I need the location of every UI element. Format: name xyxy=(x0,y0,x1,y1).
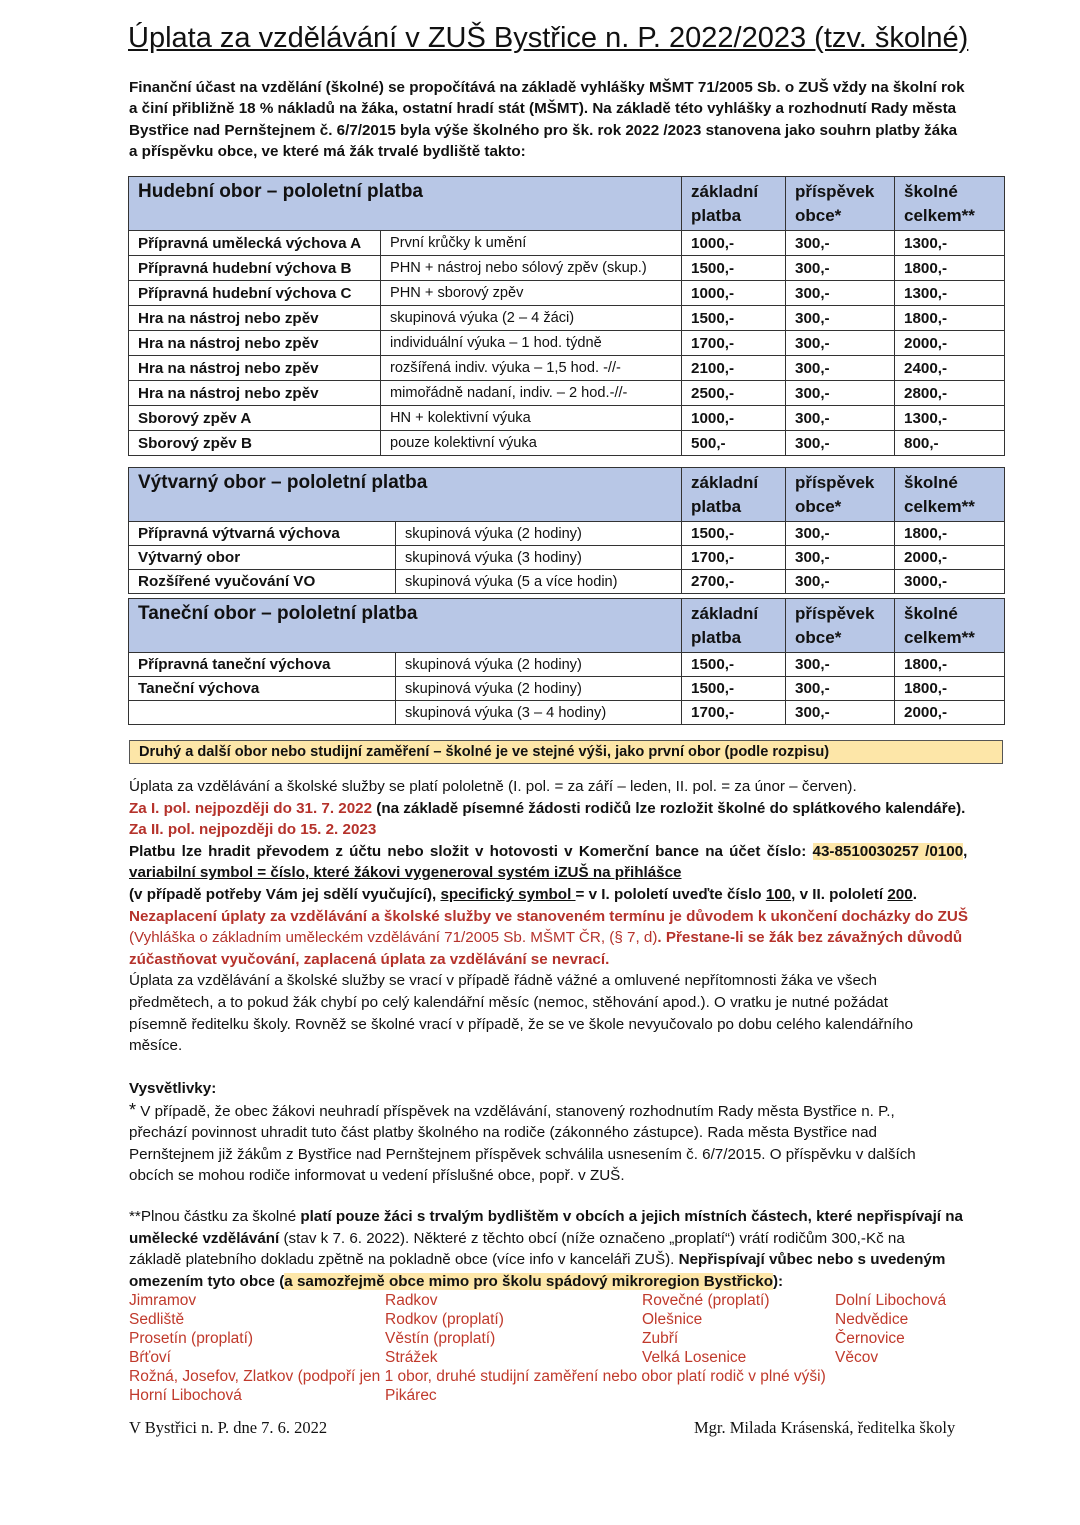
town-list xyxy=(129,1291,1019,1411)
intro-line: a příspěvku obce, ve které má žák trvalé bydliště takto: xyxy=(129,143,526,161)
town-name: Sedliště xyxy=(129,1311,185,1328)
specific-symbol-second: 200 xyxy=(887,885,913,903)
deadline-first-note: (na základě písemné žádosti rodičů lze rozložit školné do splátkového kalendáře). xyxy=(372,799,966,817)
row-total: 3000,- xyxy=(895,570,1005,594)
row-description: pouze kolektivní výuka xyxy=(381,431,682,456)
explanation-star-line: V případě, že obec žákovi neuhradí příspěvek na vzdělávání, stanovený rozhodnutím Rady města Bystřice n. P., xyxy=(136,1102,895,1120)
row-name: Hra na nástroj nebo zpěv xyxy=(129,381,381,406)
row-contribution: 300,- xyxy=(786,306,895,331)
dstar-text-2: (stav k 7. 6. 2022). Některé z těchto obcí (níže označeno „proplatí“) vrátí rodičům 300,-Kč na xyxy=(279,1229,905,1247)
intro-line: a činí přibližně 18 % nákladů na žáka, ostatní hradí stát (MŠMT). Na základě této vyhlášky a rozhodnutí Rady města xyxy=(129,100,957,118)
payment-period-text: Úplata za vzdělávání a školské služby se platí pololetně (I. pol. = za září – leden, II. pol. = za únor – červen). xyxy=(129,778,857,795)
row-description: individuální výuka – 1 hod. týdně xyxy=(381,331,682,356)
town-name: Olešnice xyxy=(642,1311,703,1328)
dance-fee-table xyxy=(128,598,1005,725)
town-name: Rodkov (proplatí) xyxy=(385,1311,504,1328)
town-column xyxy=(642,1291,770,1367)
town-column xyxy=(385,1291,504,1367)
row-contribution: 300,- xyxy=(786,356,895,381)
section-title: Taneční obor – pololetní platba xyxy=(129,599,682,653)
row-description: skupinová výuka (2 hodiny) xyxy=(396,653,682,677)
col-header-contribution: příspěvek obce* xyxy=(786,177,895,231)
row-total: 1800,- xyxy=(895,653,1005,677)
row-contribution: 300,- xyxy=(786,431,895,456)
row-basic-fee: 1500,- xyxy=(682,522,786,546)
explanations-heading: Vysvětlivky: xyxy=(129,1080,217,1097)
table-row xyxy=(129,281,1005,306)
row-basic-fee: 1000,- xyxy=(682,281,786,306)
col-header-basic: základní platba xyxy=(682,468,786,522)
asterisk-mark: * xyxy=(129,1099,137,1120)
town-name: Pikárec xyxy=(385,1387,437,1404)
row-contribution: 300,- xyxy=(786,653,895,677)
row-contribution: 300,- xyxy=(786,701,895,725)
row-total: 2800,- xyxy=(895,381,1005,406)
dstar-text: **Plnou částku za školné xyxy=(129,1208,301,1225)
dstar-bold: platí pouze žáci s trvalým bydlištěm v obcích a jejich místních částech, které nepřispívají na xyxy=(300,1208,963,1225)
row-contribution: 300,- xyxy=(786,256,895,281)
row-basic-fee: 2100,- xyxy=(682,356,786,381)
nonpayment-warning: Nezaplacení úplaty za vzdělávání a školské služby ve stanoveném termínu je důvodem k ukončení docházky do ZUŠ xyxy=(129,907,968,925)
row-basic-fee: 1700,- xyxy=(682,546,786,570)
town-name: Dolní Libochová xyxy=(835,1292,947,1309)
row-basic-fee: 1000,- xyxy=(682,406,786,431)
specific-symbol-end: . xyxy=(912,885,917,903)
row-name: Přípravná výtvarná výchova xyxy=(129,522,396,546)
col-header-basic: základní platba xyxy=(682,177,786,231)
music-fee-table xyxy=(128,176,1005,456)
row-total: 2000,- xyxy=(895,331,1005,356)
col-header-contribution: příspěvek obce* xyxy=(786,599,895,653)
row-total: 1800,- xyxy=(895,677,1005,701)
row-name: Hra na nástroj nebo zpěv xyxy=(129,356,381,381)
table-header-row xyxy=(129,468,1005,522)
row-total: 800,- xyxy=(895,431,1005,456)
row-total: 1300,- xyxy=(895,281,1005,306)
row-description: PHN + nástroj nebo sólový zpěv (skup.) xyxy=(381,256,682,281)
dstar-bold-3: Nepřispívají vůbec nebo s uvedeným xyxy=(678,1251,946,1269)
row-description: skupinová výuka (2 hodiny) xyxy=(396,677,682,701)
section-title: Hudební obor – pololetní platba xyxy=(129,177,682,231)
row-contribution: 300,- xyxy=(786,406,895,431)
row-total: 2400,- xyxy=(895,356,1005,381)
deadline-second-half: Za II. pol. nejpozději do 15. 2. 2023 xyxy=(129,821,377,839)
row-description: skupinová výuka (2 – 4 žáci) xyxy=(381,306,682,331)
table-row xyxy=(129,331,1005,356)
row-contribution: 300,- xyxy=(786,522,895,546)
row-name: Přípravná hudební výchova C xyxy=(129,281,381,306)
row-total: 1800,- xyxy=(895,306,1005,331)
table-row xyxy=(129,653,1005,677)
table-row xyxy=(129,701,1005,725)
town-name: Strážek xyxy=(385,1349,438,1366)
refund-line: písemně ředitelku školy. Rovněž se školné vrací v případě, že se ve škole nevyučovalo po dobu celého kalendářního xyxy=(129,1015,914,1033)
town-column xyxy=(129,1291,253,1367)
town-name: Rovečné (proplatí) xyxy=(642,1292,770,1309)
row-name: Rozšířené vyučování VO xyxy=(129,570,396,594)
table-row xyxy=(129,381,1005,406)
row-basic-fee: 1500,- xyxy=(682,677,786,701)
town-name: Velká Losenice xyxy=(642,1349,747,1366)
row-contribution: 300,- xyxy=(786,281,895,306)
specific-symbol-label: specifický symbol xyxy=(440,885,576,903)
row-name: Přípravná taneční výchova xyxy=(129,653,396,677)
row-contribution: 300,- xyxy=(786,381,895,406)
refund-line: předmětech, a to pokud žák chybí po celý kalendářní měsíc (nemoc, stěhování apod.). O vratku je nutné požádat xyxy=(129,993,888,1011)
town-column xyxy=(835,1291,946,1367)
row-description: skupinová výuka (3 – 4 hodiny) xyxy=(396,701,682,725)
account-text: Platbu lze hradit převodem z účtu nebo složit v hotovosti v Komerční bance na účet číslo: xyxy=(129,842,813,860)
row-name: Výtvarný obor xyxy=(129,546,396,570)
explanation-star-line: obcích se mohou rodiče informovat u vedení příslušné obce, popř. v ZUŠ. xyxy=(129,1167,625,1185)
town-name: Černovice xyxy=(835,1330,905,1347)
table-header-row xyxy=(129,177,1005,231)
table-row xyxy=(129,546,1005,570)
row-basic-fee: 1500,- xyxy=(682,256,786,281)
town-name: Věstín (proplatí) xyxy=(385,1330,496,1347)
town-name: Radkov xyxy=(385,1292,438,1309)
explanations-section xyxy=(129,1078,1019,1187)
row-description: PHN + sborový zpěv xyxy=(381,281,682,306)
row-description: rozšířená indiv. výuka – 1,5 hod. -//- xyxy=(381,356,682,381)
town-name: Horní Libochová xyxy=(129,1387,242,1404)
footer-place-date: V Bystřici n. P. dne 7. 6. 2022 xyxy=(129,1418,328,1437)
town-name: Prosetín (proplatí) xyxy=(129,1330,254,1347)
variable-symbol-text: variabilní symbol = číslo, které žákovi vygeneroval systém iZUŠ na přihlášce xyxy=(129,864,682,882)
specific-symbol-first: 100 xyxy=(765,885,792,903)
dstar-text-3: základě platebního dokladu zpětně na pokladně obce (více info v kanceláři ZUŠ). xyxy=(129,1251,679,1269)
row-name: Hra na nástroj nebo zpěv xyxy=(129,331,381,356)
town-name: Zubří xyxy=(642,1330,679,1347)
explanation-star-line: Pernštejnem již žákům z Bystřice nad Pernštejnem příspěvek schválila usnesením č. 6/7/2015. O příspěvku v dalších xyxy=(129,1145,916,1163)
row-name: Přípravná umělecká výchova A xyxy=(129,231,381,256)
row-basic-fee: 2500,- xyxy=(682,381,786,406)
dstar-highlight: a samozřejmě obce mimo pro školu spádový mikroregion Bystřicko xyxy=(284,1272,773,1290)
art-fee-table xyxy=(128,467,1005,594)
row-basic-fee: 500,- xyxy=(682,431,786,456)
account-number: 43-8510030257 /0100 xyxy=(812,842,964,860)
row-basic-fee: 1700,- xyxy=(682,701,786,725)
payment-section xyxy=(129,776,1019,1057)
dstar-bold-2: umělecké vzdělávání xyxy=(129,1229,280,1247)
section-title: Výtvarný obor – pololetní platba xyxy=(129,468,682,522)
table-row xyxy=(129,677,1005,701)
col-header-basic: základní platba xyxy=(682,599,786,653)
row-contribution: 300,- xyxy=(786,677,895,701)
row-description: mimořádně nadaní, indiv. – 2 hod.-//- xyxy=(381,381,682,406)
row-total: 2000,- xyxy=(895,546,1005,570)
specific-symbol-text2: , v II. pololetí xyxy=(791,885,888,903)
row-total: 1800,- xyxy=(895,522,1005,546)
town-name-long: Rožná, Josefov, Zlatkov (podpoří jen 1 obor, druhé studijní zaměření nebo obor platí rodič v plné výši) xyxy=(129,1368,826,1385)
table-row xyxy=(129,306,1005,331)
nonpayment-warning-3: zúčastňovat vyučování, zaplacená úplata za vzdělávání se nevrací. xyxy=(129,950,610,968)
row-basic-fee: 1700,- xyxy=(682,331,786,356)
row-contribution: 300,- xyxy=(786,546,895,570)
row-contribution: 300,- xyxy=(786,570,895,594)
nonpayment-warning-2: . Přestane-li se žák bez závažných důvodů xyxy=(657,929,963,947)
table-header-row xyxy=(129,599,1005,653)
col-header-total: školné celkem** xyxy=(895,177,1005,231)
row-name xyxy=(129,701,396,725)
town-name: Jimramov xyxy=(129,1292,197,1309)
col-header-total: školné celkem** xyxy=(895,468,1005,522)
intro-line: Bystřice nad Pernštejnem č. 6/7/2015 byla výše školného pro šk. rok 2022 /2023 stanovena jako souhrn platby žáka xyxy=(129,121,958,139)
row-description: První krůčky k umění xyxy=(381,231,682,256)
row-description: skupinová výuka (2 hodiny) xyxy=(396,522,682,546)
row-description: skupinová výuka (5 a více hodin) xyxy=(396,570,682,594)
row-name: Taneční výchova xyxy=(129,677,396,701)
row-total: 1300,- xyxy=(895,406,1005,431)
account-end: , xyxy=(963,842,968,860)
specific-symbol-text: = v I. pololetí uveďte číslo xyxy=(575,885,766,903)
table-row xyxy=(129,256,1005,281)
col-header-contribution: příspěvek obce* xyxy=(786,468,895,522)
table-row xyxy=(129,231,1005,256)
deadline-first-half: Za I. pol. nejpozději do 31. 7. 2022 xyxy=(129,799,373,817)
row-basic-fee: 1000,- xyxy=(682,231,786,256)
town-name: Nedvědice xyxy=(835,1311,909,1328)
row-name: Přípravná hudební výchova B xyxy=(129,256,381,281)
dstar-end: ): xyxy=(772,1272,784,1290)
row-description: skupinová výuka (3 hodiny) xyxy=(396,546,682,570)
nonpayment-reference: (Vyhláška o základním uměleckém vzdělávání 71/2005 Sb. MŠMT ČR, (§ 7, d) xyxy=(129,929,658,947)
refund-line: Úplata za vzdělávání a školské služby se vrací v případě řádně vážné a omluvené nepřítomnosti žáka ve všech xyxy=(129,972,877,990)
footer-signature: Mgr. Milada Krásenská, ředitelka školy xyxy=(694,1418,956,1437)
row-name: Sborový zpěv B xyxy=(129,431,381,456)
explanation-star-line: přechází povinnost uhradit tuto část platby školného na rodiče (zákonného zástupce). Rada města Bystřice nad xyxy=(129,1124,877,1142)
row-contribution: 300,- xyxy=(786,331,895,356)
dstar-bold-4: omezením tyto obce ( xyxy=(129,1272,285,1290)
explanations-double-star xyxy=(129,1206,1019,1292)
row-basic-fee: 2700,- xyxy=(682,570,786,594)
row-basic-fee: 1500,- xyxy=(682,306,786,331)
table-row xyxy=(129,431,1005,456)
refund-line: měsíce. xyxy=(129,1037,183,1055)
col-header-total: školné celkem** xyxy=(895,599,1005,653)
row-basic-fee: 1500,- xyxy=(682,653,786,677)
row-total: 1800,- xyxy=(895,256,1005,281)
row-description: HN + kolektivní výuka xyxy=(381,406,682,431)
row-name: Hra na nástroj nebo zpěv xyxy=(129,306,381,331)
second-subject-note: Druhý a další obor nebo studijní zaměření – školné je ve stejné výši, jako první obor (podle rozpisu) xyxy=(129,740,1003,764)
table-row xyxy=(129,522,1005,546)
page-title: Úplata za vzdělávání v ZUŠ Bystřice n. P. 2022/2023 (tzv. školné) xyxy=(128,22,969,54)
row-total: 1300,- xyxy=(895,231,1005,256)
intro-line: Finanční účast na vzdělání (školné) se propočítává na základě vyhlášky MŠMT 71/2005 Sb. o ZUŠ vždy na školní rok xyxy=(129,79,965,96)
row-total: 2000,- xyxy=(895,701,1005,725)
table-row xyxy=(129,570,1005,594)
row-contribution: 300,- xyxy=(786,231,895,256)
town-name: Bŕťoví xyxy=(129,1349,171,1366)
table-row xyxy=(129,356,1005,381)
intro-paragraph xyxy=(129,77,1019,163)
row-name: Sborový zpěv A xyxy=(129,406,381,431)
town-name: Věcov xyxy=(835,1349,879,1366)
table-row xyxy=(129,406,1005,431)
specific-symbol-intro: (v případě potřeby Vám jej sdělí vyučující), xyxy=(129,885,441,903)
